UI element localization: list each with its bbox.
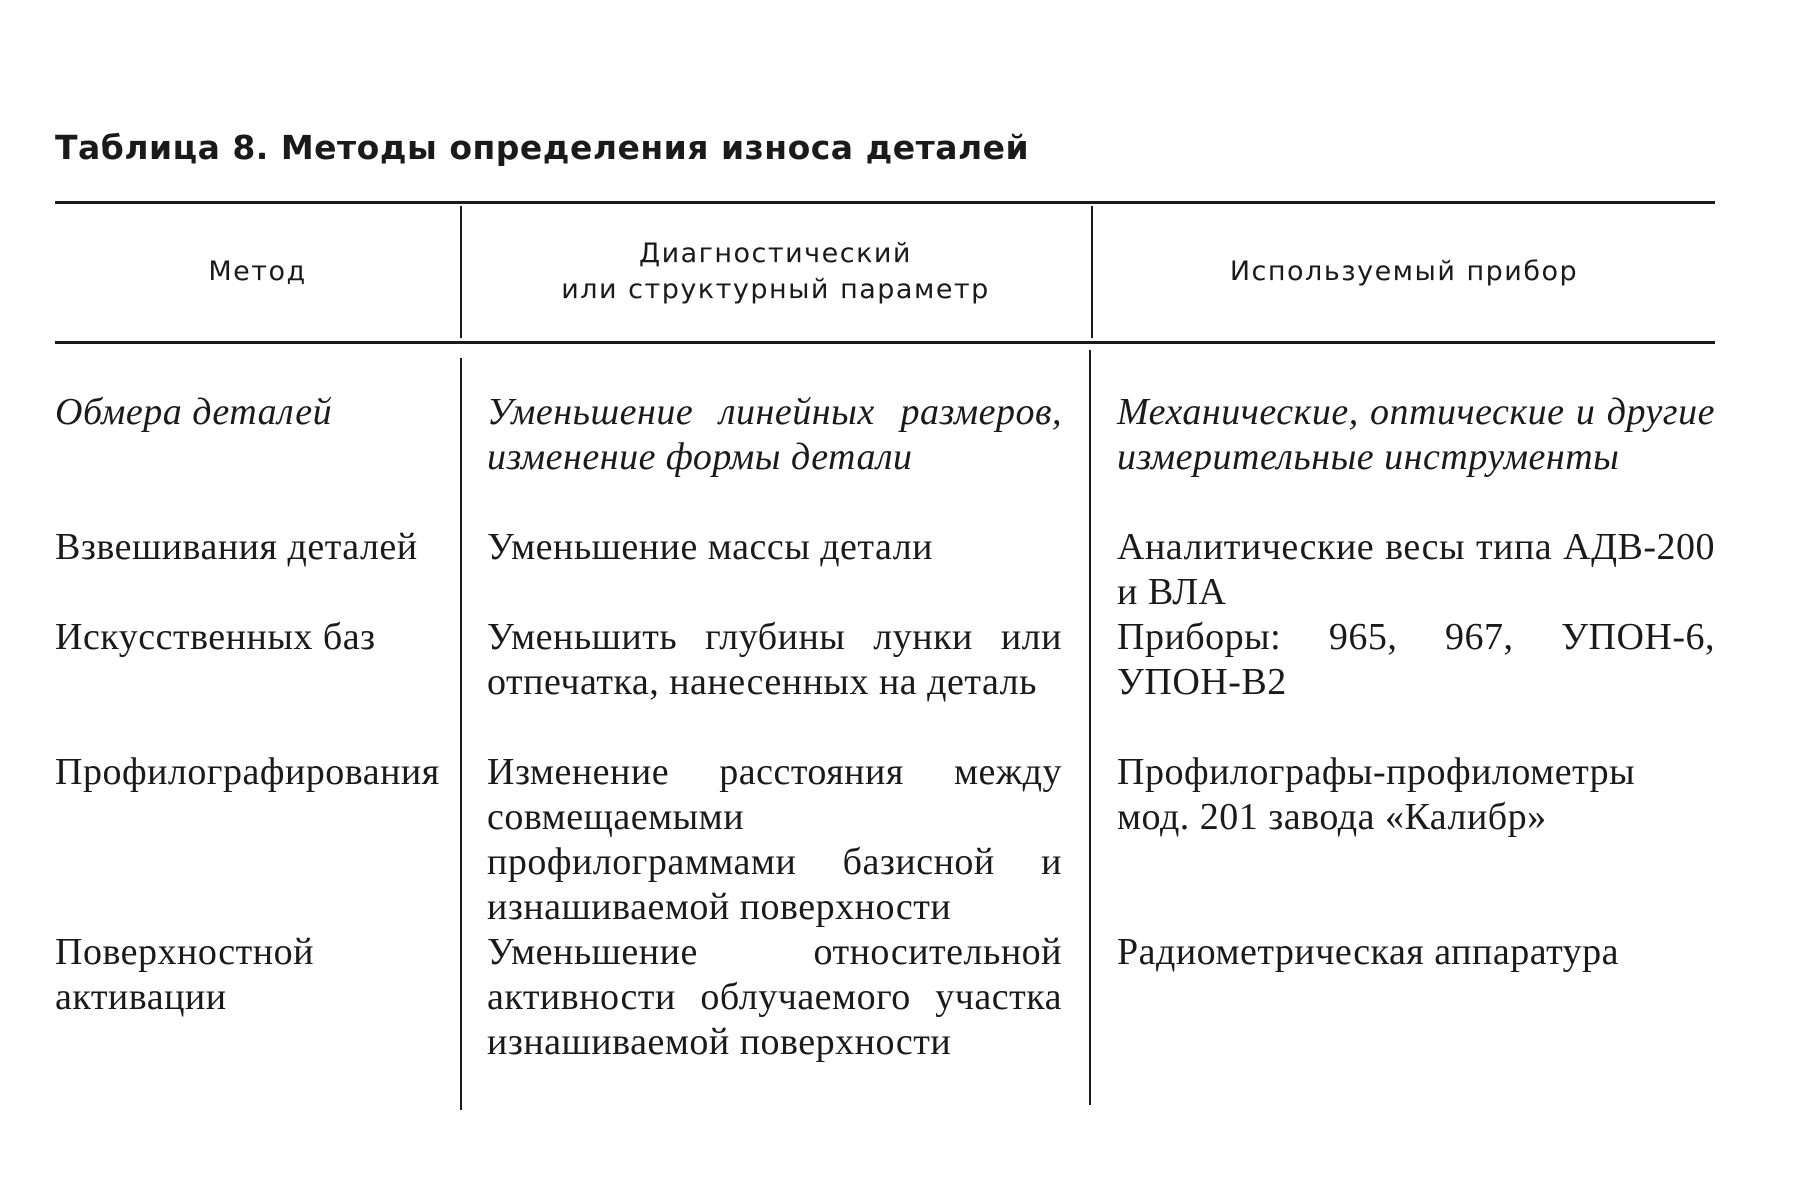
cell-parameter: Уменьшить глубины лунки или отпечатка, нанесенных на деталь	[487, 616, 1062, 703]
header-method-label: Метод	[208, 256, 307, 287]
cell-device: Аналитические весы типа АДВ-200 и ВЛА	[1117, 526, 1715, 613]
table-caption: Таблица 8. Методы определения износа деталей	[55, 128, 1030, 167]
body-divider-2	[1089, 350, 1091, 1105]
cell-parameter: Изменение расстояния между совмещаемыми профилограммами базисной и изнашиваемой поверхности	[487, 751, 1062, 928]
header-device	[1093, 206, 1715, 338]
table-top-rule	[55, 201, 1715, 204]
cell-method: Искусственных баз	[55, 616, 376, 658]
cell-parameter: Уменьшение массы детали	[487, 526, 933, 568]
cell-device: Приборы: 965, 967, УПОН-6, УПОН-В2	[1117, 616, 1715, 703]
cell-device: Механические, оптические и другие измерительные инструменты	[1117, 391, 1715, 478]
cell-parameter: Уменьшение линейных размеров, изменение формы детали	[487, 391, 1062, 478]
cell-parameter: Уменьшение относительной активности облучаемого участка изнашиваемой поверхности	[487, 931, 1062, 1063]
header-parameter-line1: Диагностический	[639, 238, 912, 269]
cell-method: Профилографирования	[55, 751, 440, 793]
cell-device: Профилографы-профилометры мод. 201 завода «Калибр»	[1117, 751, 1636, 838]
header-method	[55, 206, 460, 338]
cell-method: Обмера деталей	[55, 391, 333, 433]
cell-device: Радиометрическая аппаратура	[1117, 931, 1620, 973]
header-device-label: Используемый прибор	[1229, 256, 1579, 287]
cell-method: Поверхностной активации	[55, 931, 314, 1018]
header-bottom-rule	[55, 341, 1715, 344]
header-parameter	[462, 206, 1089, 338]
header-parameter-line2: или структурный параметр	[561, 274, 990, 305]
cell-method: Взвешивания деталей	[55, 526, 418, 568]
body-divider-1	[460, 358, 462, 1110]
